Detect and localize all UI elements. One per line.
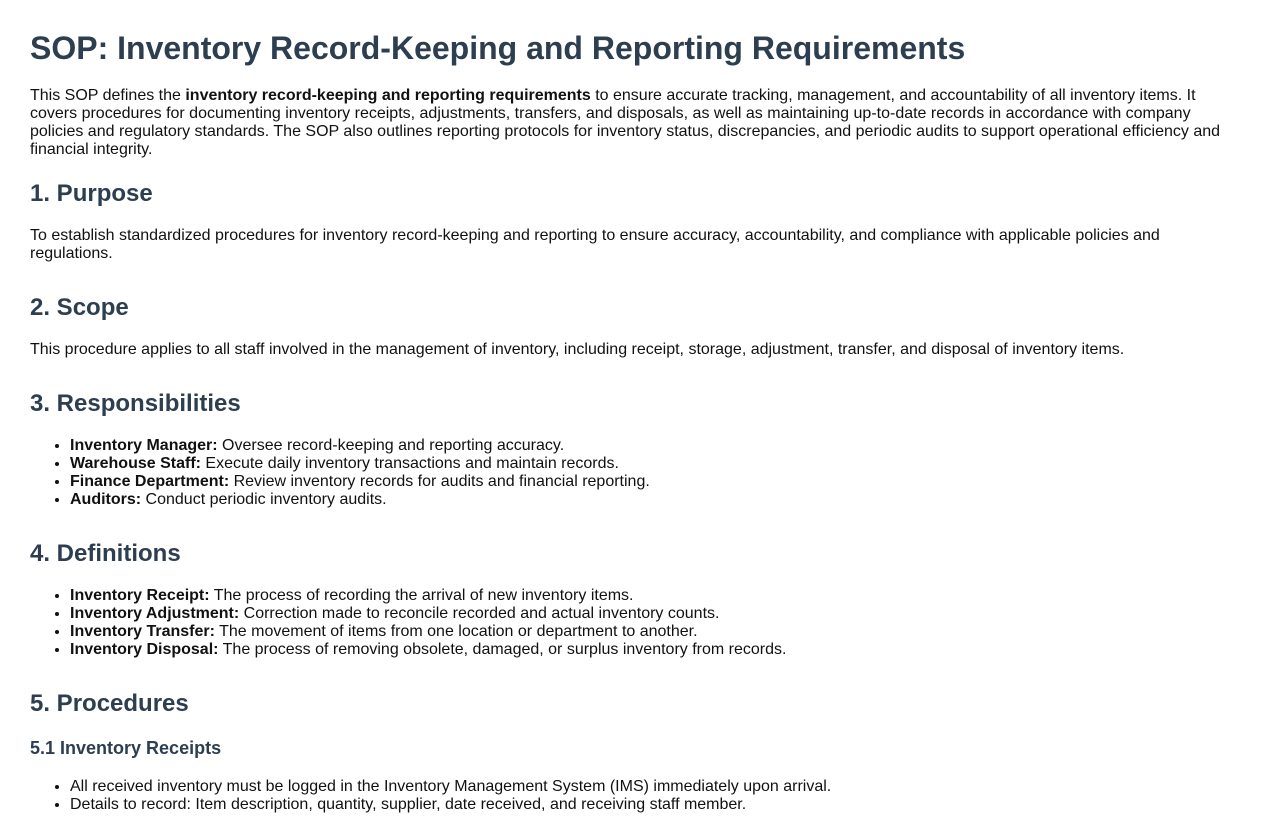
intro-text-before: This SOP defines the — [30, 87, 186, 104]
list-item — [70, 455, 1263, 473]
definitions-list — [30, 587, 1263, 659]
scope-text: This procedure applies to all staff involved in the management of inventory, including receipt, storage, adjustment, transfer, and disposal of inventory items. — [30, 341, 1125, 358]
list-item-term: Inventory Manager: — [70, 437, 218, 454]
list-item-term: Inventory Disposal: — [70, 641, 219, 658]
list-item-desc: The process of recording the arrival of new inventory items. — [209, 587, 634, 604]
list-item: • All received inventory must be logged in the Inventory Management System (IMS) immediately upon arrival. — [70, 778, 1263, 796]
list-item — [70, 623, 1263, 641]
list-item-desc: The movement of items from one location or department to another. — [214, 623, 698, 640]
list-item — [70, 605, 1263, 623]
list-item-desc: Conduct periodic inventory audits. — [141, 491, 387, 508]
page-title: SOP: Inventory Record-Keeping and Reporting Requirements — [30, 30, 966, 66]
list-item-term: Inventory Adjustment: — [70, 605, 240, 622]
receipts-subheading: 5.1 Inventory Receipts — [30, 738, 222, 758]
list-item-desc: The process of removing obsolete, damaged, or surplus inventory from records. — [218, 641, 787, 658]
list-item-term: Auditors: — [70, 491, 142, 508]
list-item — [70, 473, 1263, 491]
scope-heading: 2. Scope — [30, 294, 129, 321]
intro-text-after: to ensure accurate tracking, management, and accountability of all inventory items. It covers procedures for documenting inventory receipts, adjustments, transfers, and disposals, as well as maintaining up-to-date records in accordance with company policies and regulatory standards. The SOP also outlines reporting protocols for inventory status, discrepancies, and periodic audits to support operational efficiency and financial integrity. — [30, 87, 1221, 158]
responsibilities-heading: 3. Responsibilities — [30, 390, 241, 417]
list-item-desc: Review inventory records for audits and financial reporting. — [229, 473, 650, 490]
list-item-term: Inventory Receipt: — [70, 587, 210, 604]
intro-paragraph — [30, 87, 1230, 159]
list-item — [70, 491, 1263, 509]
procedures-heading: 5. Procedures — [30, 690, 189, 717]
intro-text-bold: inventory record-keeping and reporting requirements — [185, 87, 591, 104]
list-item-desc: Oversee record-keeping and reporting accuracy. — [217, 437, 565, 454]
list-item-desc: Correction made to reconcile recorded and actual inventory counts. — [239, 605, 720, 622]
list-item — [70, 641, 1263, 659]
responsibilities-list — [30, 437, 1263, 509]
list-item-term: Finance Department: — [70, 473, 230, 490]
purpose-heading: 1. Purpose — [30, 180, 153, 207]
list-item-term: Warehouse Staff: — [70, 455, 201, 472]
receipts-list — [30, 778, 1263, 814]
purpose-text: To establish standardized procedures for inventory record-keeping and reporting to ensure accuracy, accountability, and compliance with applicable policies and regulations. — [30, 227, 1160, 262]
list-item-term: Inventory Transfer: — [70, 623, 215, 640]
definitions-heading: 4. Definitions — [30, 540, 181, 567]
list-item-desc: Execute daily inventory transactions and maintain records. — [200, 455, 619, 472]
list-item: • Details to record: Item description, quantity, supplier, date received, and receiving staff member. — [70, 796, 1263, 814]
list-item — [70, 587, 1263, 605]
list-item — [70, 437, 1263, 455]
